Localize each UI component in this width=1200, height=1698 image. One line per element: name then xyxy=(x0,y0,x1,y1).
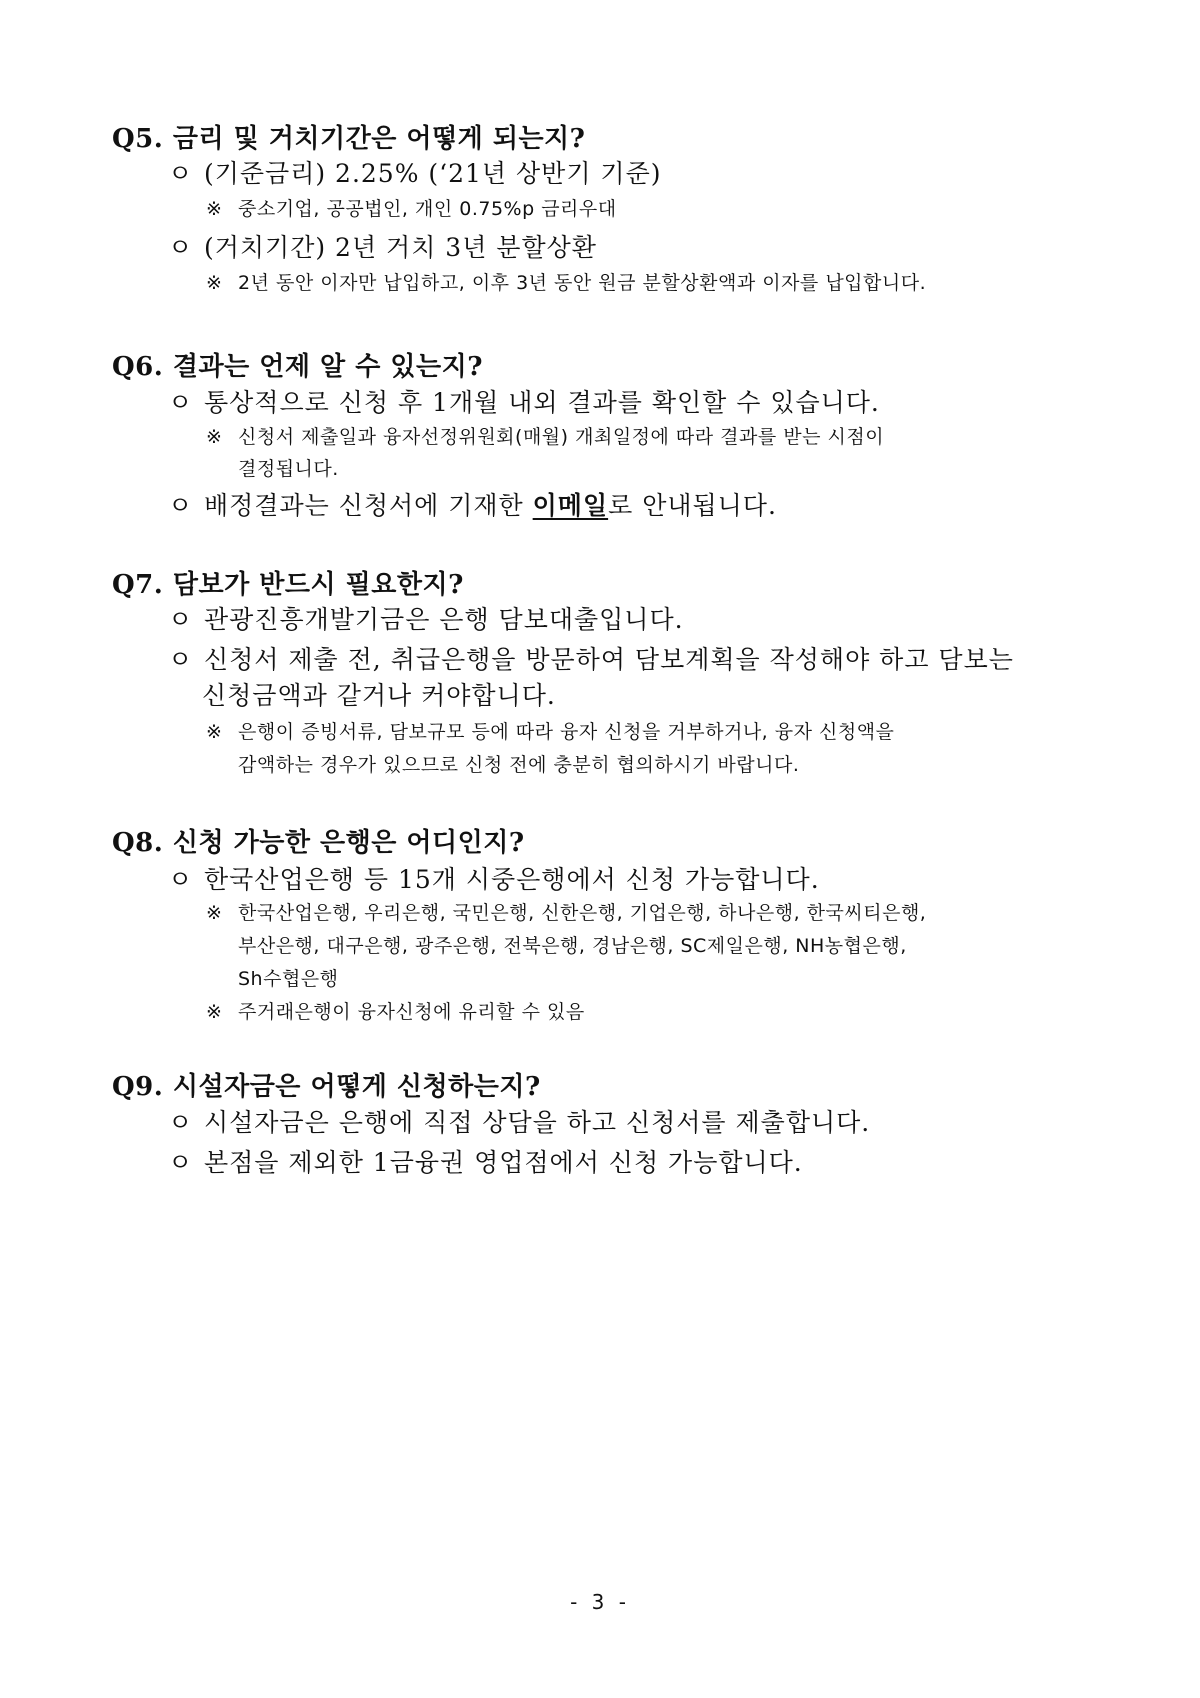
q7-bullet-2 xyxy=(168,640,1014,676)
bullet-marker: ㅇ xyxy=(168,491,194,520)
q9-bullet-2 xyxy=(168,1143,803,1179)
q6-note-1-cont: 결정됩니다. xyxy=(238,458,339,480)
q5-heading: Q5. 금리 및 거치기간은 어떻게 되는지? xyxy=(112,124,586,154)
q8-note-1-cont-2: Sh수협은행 xyxy=(238,968,339,990)
q8-note-1-cont-1: 부산은행, 대구은행, 광주은행, 전북은행, 경남은행, SC제일은행, NH농협은행, xyxy=(238,935,907,957)
email-emphasis: 이메일 xyxy=(532,491,609,520)
note-marker: ※ xyxy=(206,272,223,294)
q6-heading: Q6. 결과는 언제 알 수 있는지? xyxy=(112,352,483,382)
q7-bullet-2-cont: 신청금액과 같거나 커야합니다. xyxy=(202,681,556,710)
note-marker: ※ xyxy=(206,1001,223,1023)
bullet-text: 신청서 제출 전, 취급은행을 방문하여 담보계획을 작성해야 하고 담보는 xyxy=(204,645,1014,674)
note-text: 은행이 증빙서류, 담보규모 등에 따라 융자 신청을 거부하거나, 융자 신청액을 xyxy=(238,721,895,743)
q6-note-1 xyxy=(206,422,884,449)
bullet-marker: ㅇ xyxy=(168,605,194,634)
q6-bullet-1 xyxy=(168,383,880,419)
page-number: - 3 - xyxy=(570,1590,630,1614)
q8-heading: Q8. 신청 가능한 은행은 어디인지? xyxy=(112,828,525,858)
bullet-marker: ㅇ xyxy=(168,388,194,417)
bullet-text: (기준금리) 2.25% (‘21년 상반기 기준) xyxy=(204,159,662,188)
note-text: 2년 동안 이자만 납입하고, 이후 3년 동안 원금 분할상환액과 이자를 납입합니다. xyxy=(238,272,927,294)
note-marker: ※ xyxy=(206,721,223,743)
bullet-text: (거치기간) 2년 거치 3년 분할상환 xyxy=(204,233,597,262)
bullet-text: 배정결과는 신청서에 기재한 xyxy=(204,491,533,520)
bullet-marker: ㅇ xyxy=(168,159,194,188)
bullet-marker: ㅇ xyxy=(168,233,194,262)
q5-bullet-2 xyxy=(168,228,597,264)
bullet-text: 통상적으로 신청 후 1개월 내외 결과를 확인할 수 있습니다. xyxy=(204,388,880,417)
bullet-marker: ㅇ xyxy=(168,865,194,894)
bullet-text: 시설자금은 은행에 직접 상담을 하고 신청서를 제출합니다. xyxy=(204,1108,871,1137)
note-text: 주거래은행이 융자신청에 유리할 수 있음 xyxy=(238,1001,585,1023)
note-text: 한국산업은행, 우리은행, 국민은행, 신한은행, 기업은행, 하나은행, 한국씨티은행, xyxy=(238,902,927,924)
q8-bullet-1 xyxy=(168,860,820,896)
note-marker: ※ xyxy=(206,902,223,924)
bullet-text: 관광진흥개발기금은 은행 담보대출입니다. xyxy=(204,605,684,634)
note-marker: ※ xyxy=(206,198,223,220)
bullet-marker: ㅇ xyxy=(168,1108,194,1137)
q5-note-2 xyxy=(206,268,926,295)
q9-heading: Q9. 시설자금은 어떻게 신청하는지? xyxy=(112,1072,541,1102)
q7-note-1-cont: 감액하는 경우가 있으므로 신청 전에 충분히 협의하시기 바랍니다. xyxy=(238,754,800,776)
bullet-text: 한국산업은행 등 15개 시중은행에서 신청 가능합니다. xyxy=(204,865,820,894)
note-text: 신청서 제출일과 융자선정위원회(매월) 개최일정에 따라 결과를 받는 시점이 xyxy=(238,426,885,448)
bullet-marker: ㅇ xyxy=(168,1148,194,1177)
q8-note-2 xyxy=(206,997,585,1024)
note-marker: ※ xyxy=(206,426,223,448)
q8-note-1 xyxy=(206,898,926,925)
q5-note-1 xyxy=(206,194,617,221)
note-text: 중소기업, 공공법인, 개인 0.75%p 금리우대 xyxy=(238,198,617,220)
q9-bullet-1 xyxy=(168,1103,870,1139)
q7-heading: Q7. 담보가 반드시 필요한지? xyxy=(112,570,464,600)
bullet-text-end: 로 안내됩니다. xyxy=(608,491,777,520)
q5-bullet-1 xyxy=(168,154,661,190)
bullet-text: 본점을 제외한 1금융권 영업점에서 신청 가능합니다. xyxy=(204,1148,803,1177)
bullet-marker: ㅇ xyxy=(168,645,194,674)
q7-note-1 xyxy=(206,717,894,744)
q7-bullet-1 xyxy=(168,600,684,636)
q6-bullet-2 xyxy=(168,486,777,522)
